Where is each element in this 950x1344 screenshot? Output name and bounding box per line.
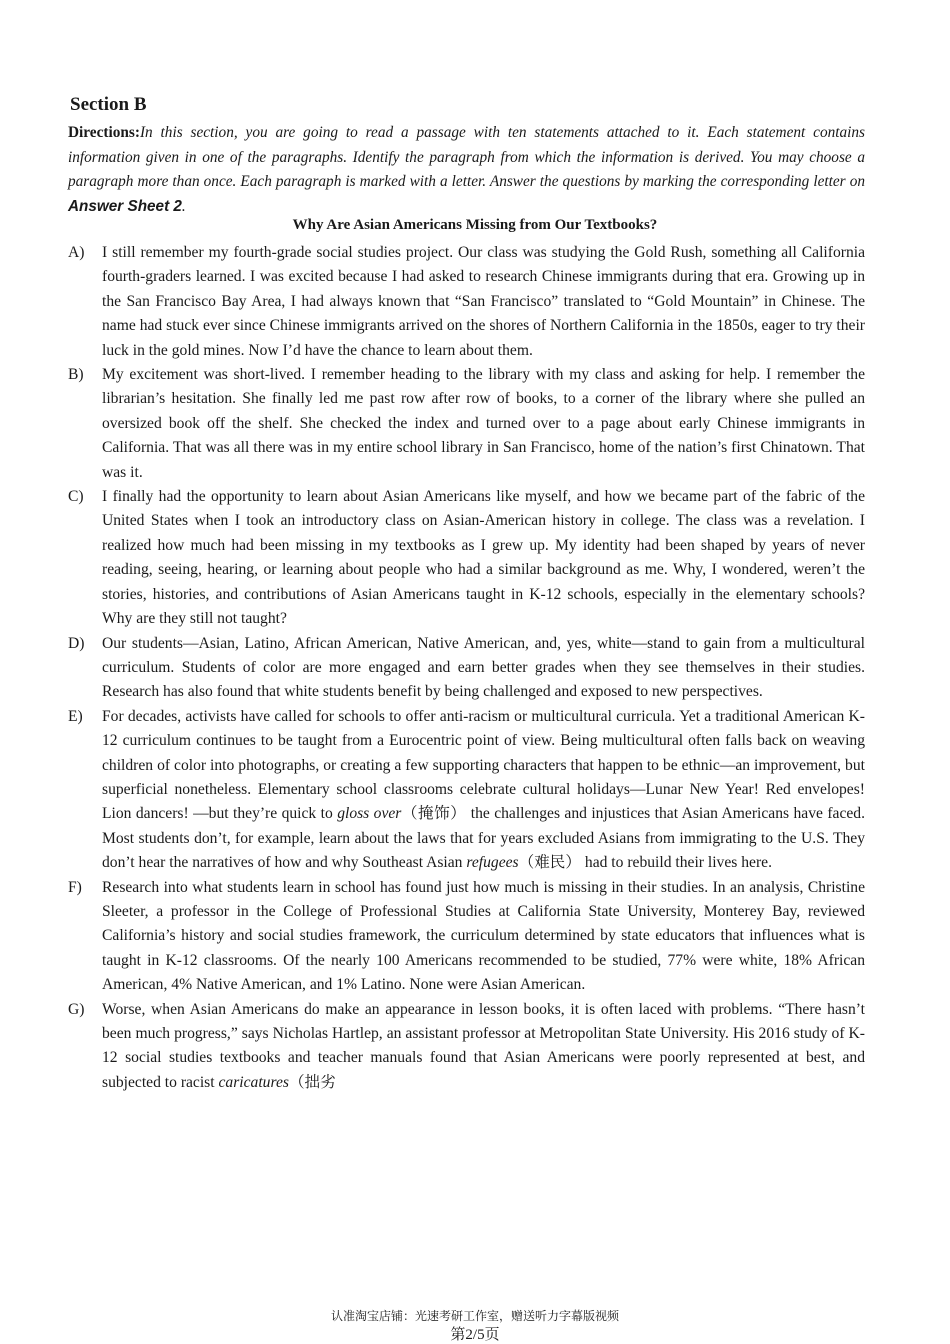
- directions: [68, 121, 865, 219]
- passage-body: [68, 241, 865, 1095]
- directions-label: Directions:: [68, 124, 140, 141]
- passage-title: Why Are Asian Americans Missing from Our Textbooks?: [292, 217, 658, 233]
- directions-end: .: [181, 197, 186, 215]
- paragraph-letter: E): [68, 707, 83, 725]
- paragraph-letter: B): [68, 366, 84, 384]
- paragraph-g: [68, 998, 865, 1096]
- directions-text: In this section, you are going to read a passage with ten statements attached to it. Each statement contains information given in one of the paragraphs. Identify the paragraph from which the information is derived. You may choose a paragraph more than once. Each paragraph is marked with a letter. Answer the questions by marking the corresponding letter on: [68, 124, 865, 191]
- paragraph-letter: C): [68, 488, 84, 506]
- paragraph-a: [68, 241, 865, 363]
- glossed-term: gloss over: [337, 805, 402, 823]
- paragraph-text-part: For decades, activists have called for schools to offer anti-racism or multicultural curricula. Yet a traditional American K-12 curriculum continues to be taught from a Eurocentric point of view. Being multicultural often falls back on weaving children of color into photographs, or creating a few supporting characters that happen to be ethnic—an improvement, but superficial nonetheless. Elementary school classrooms celebrate cultural holidays—Lunar New Year! Red envelopes! Lion dancers! —but they’re quick to: [102, 707, 865, 823]
- paragraph-letter: F): [68, 878, 82, 896]
- glossed-term: refugees: [466, 854, 519, 872]
- footer-note: 认准淘宝店铺：光速考研工作室，赠送听力字幕版视频: [330, 1309, 619, 1323]
- paragraph-letter: A): [68, 244, 85, 261]
- paragraph-b: [68, 363, 865, 485]
- paragraph-letter: D): [68, 634, 85, 652]
- chinese-gloss: （拙劣: [288, 1073, 336, 1091]
- paragraph-text: Our students—Asian, Latino, African American, Native American, and, yes, white—stand to gain from a multicultural curriculum. Students of color are more engaged and earn better grades when they see themselves in their studies. Research has also found that white students benefit by being challenged and exposed to new perspectives.: [102, 634, 865, 701]
- paragraph-text: I still remember my fourth-grade social studies project. Our class was studying the Gold Rush, something all California fourth-graders learned. I was excited because I had asked to research Chinese immigrants during that era. Growing up in the San Francisco Bay Area, I had always known that “San Francisco” translated to “Gold Mountain” in Chinese. The name had stuck ever since Chinese immigrants arrived on the shores of Northern California in the 1850s, eager to try their luck in the gold mines. Now I’d have the chance to learn about them.: [102, 244, 865, 359]
- answer-sheet-label: Answer Sheet 2: [68, 197, 182, 215]
- paragraph-d: [68, 632, 865, 705]
- paragraph-text: I finally had the opportunity to learn about Asian Americans like myself, and how we became part of the fabric of the United States when I took an introductory class on Asian-American history in college. The class was a revelation. I realized how much had been missing in my textbooks as I grew up. My identity had been shaped by years of never reading, seeing, hearing, or learning about people who had a similar background as me. Why, I wondered, weren’t the stories, histories, and contributions of Asian Americans taught in K-12 schools, especially in the elementary schools? Why are they still not taught?: [102, 488, 865, 628]
- section-title: Section B: [70, 94, 147, 115]
- paragraph-letter: G): [68, 1000, 85, 1018]
- paragraph-f: [68, 876, 865, 998]
- glossed-term: caricatures: [218, 1073, 289, 1091]
- paragraph-text: Research into what students learn in school has found just how much is missing in their studies. In an analysis, Christine Sleeter, a professor in the College of Professional Studies at California State University, Monterey Bay, reviewed California’s history and social studies framework, the curriculum determined by state educators that influences what is taught in K-12 classrooms. Of the nearly 100 Americans recommended to be studied, 77% were white, 18% African American, 4% Native American, and 1% Latino. None were Asian American.: [102, 878, 865, 994]
- page-number: 第2/5页: [450, 1327, 500, 1343]
- paragraph-e: [68, 705, 865, 876]
- chinese-gloss: （难民）: [518, 854, 581, 872]
- paragraph-text-part: the challenges and injustices that Asian Americans have faced. Most students don’t, for example, learn about the laws that for years excluded Asians from immigrating to the U.S. They don’t hear the narratives of how and why Southeast Asian: [102, 805, 865, 872]
- paragraph-text-part: had to rebuild their lives here.: [581, 854, 772, 872]
- paragraph-c: [68, 485, 865, 631]
- paragraph-text: My excitement was short-lived. I remember heading to the library with my class and asking for help. I remember the librarian’s hesitation. She finally led me past row after row of books, to a corner of the library where she pulled an oversized book off the shelf. She checked the index and turned over to a page about early Chinese immigrants in California. That was all there was in my entire school library in San Francisco, home of the nation’s first Chinatown. That was it.: [102, 366, 865, 481]
- paragraph-text-part: Worse, when Asian Americans do make an appearance in lesson books, it is often laced with problems. “There hasn’t been much progress,” says Nicholas Hartlep, an assistant professor at Metropolitan State University. His 2016 study of K-12 social studies textbooks and teacher manuals found that Asian Americans were poorly represented at best, and subjected to racist: [102, 1000, 865, 1091]
- chinese-gloss: （掩饰）: [401, 805, 467, 823]
